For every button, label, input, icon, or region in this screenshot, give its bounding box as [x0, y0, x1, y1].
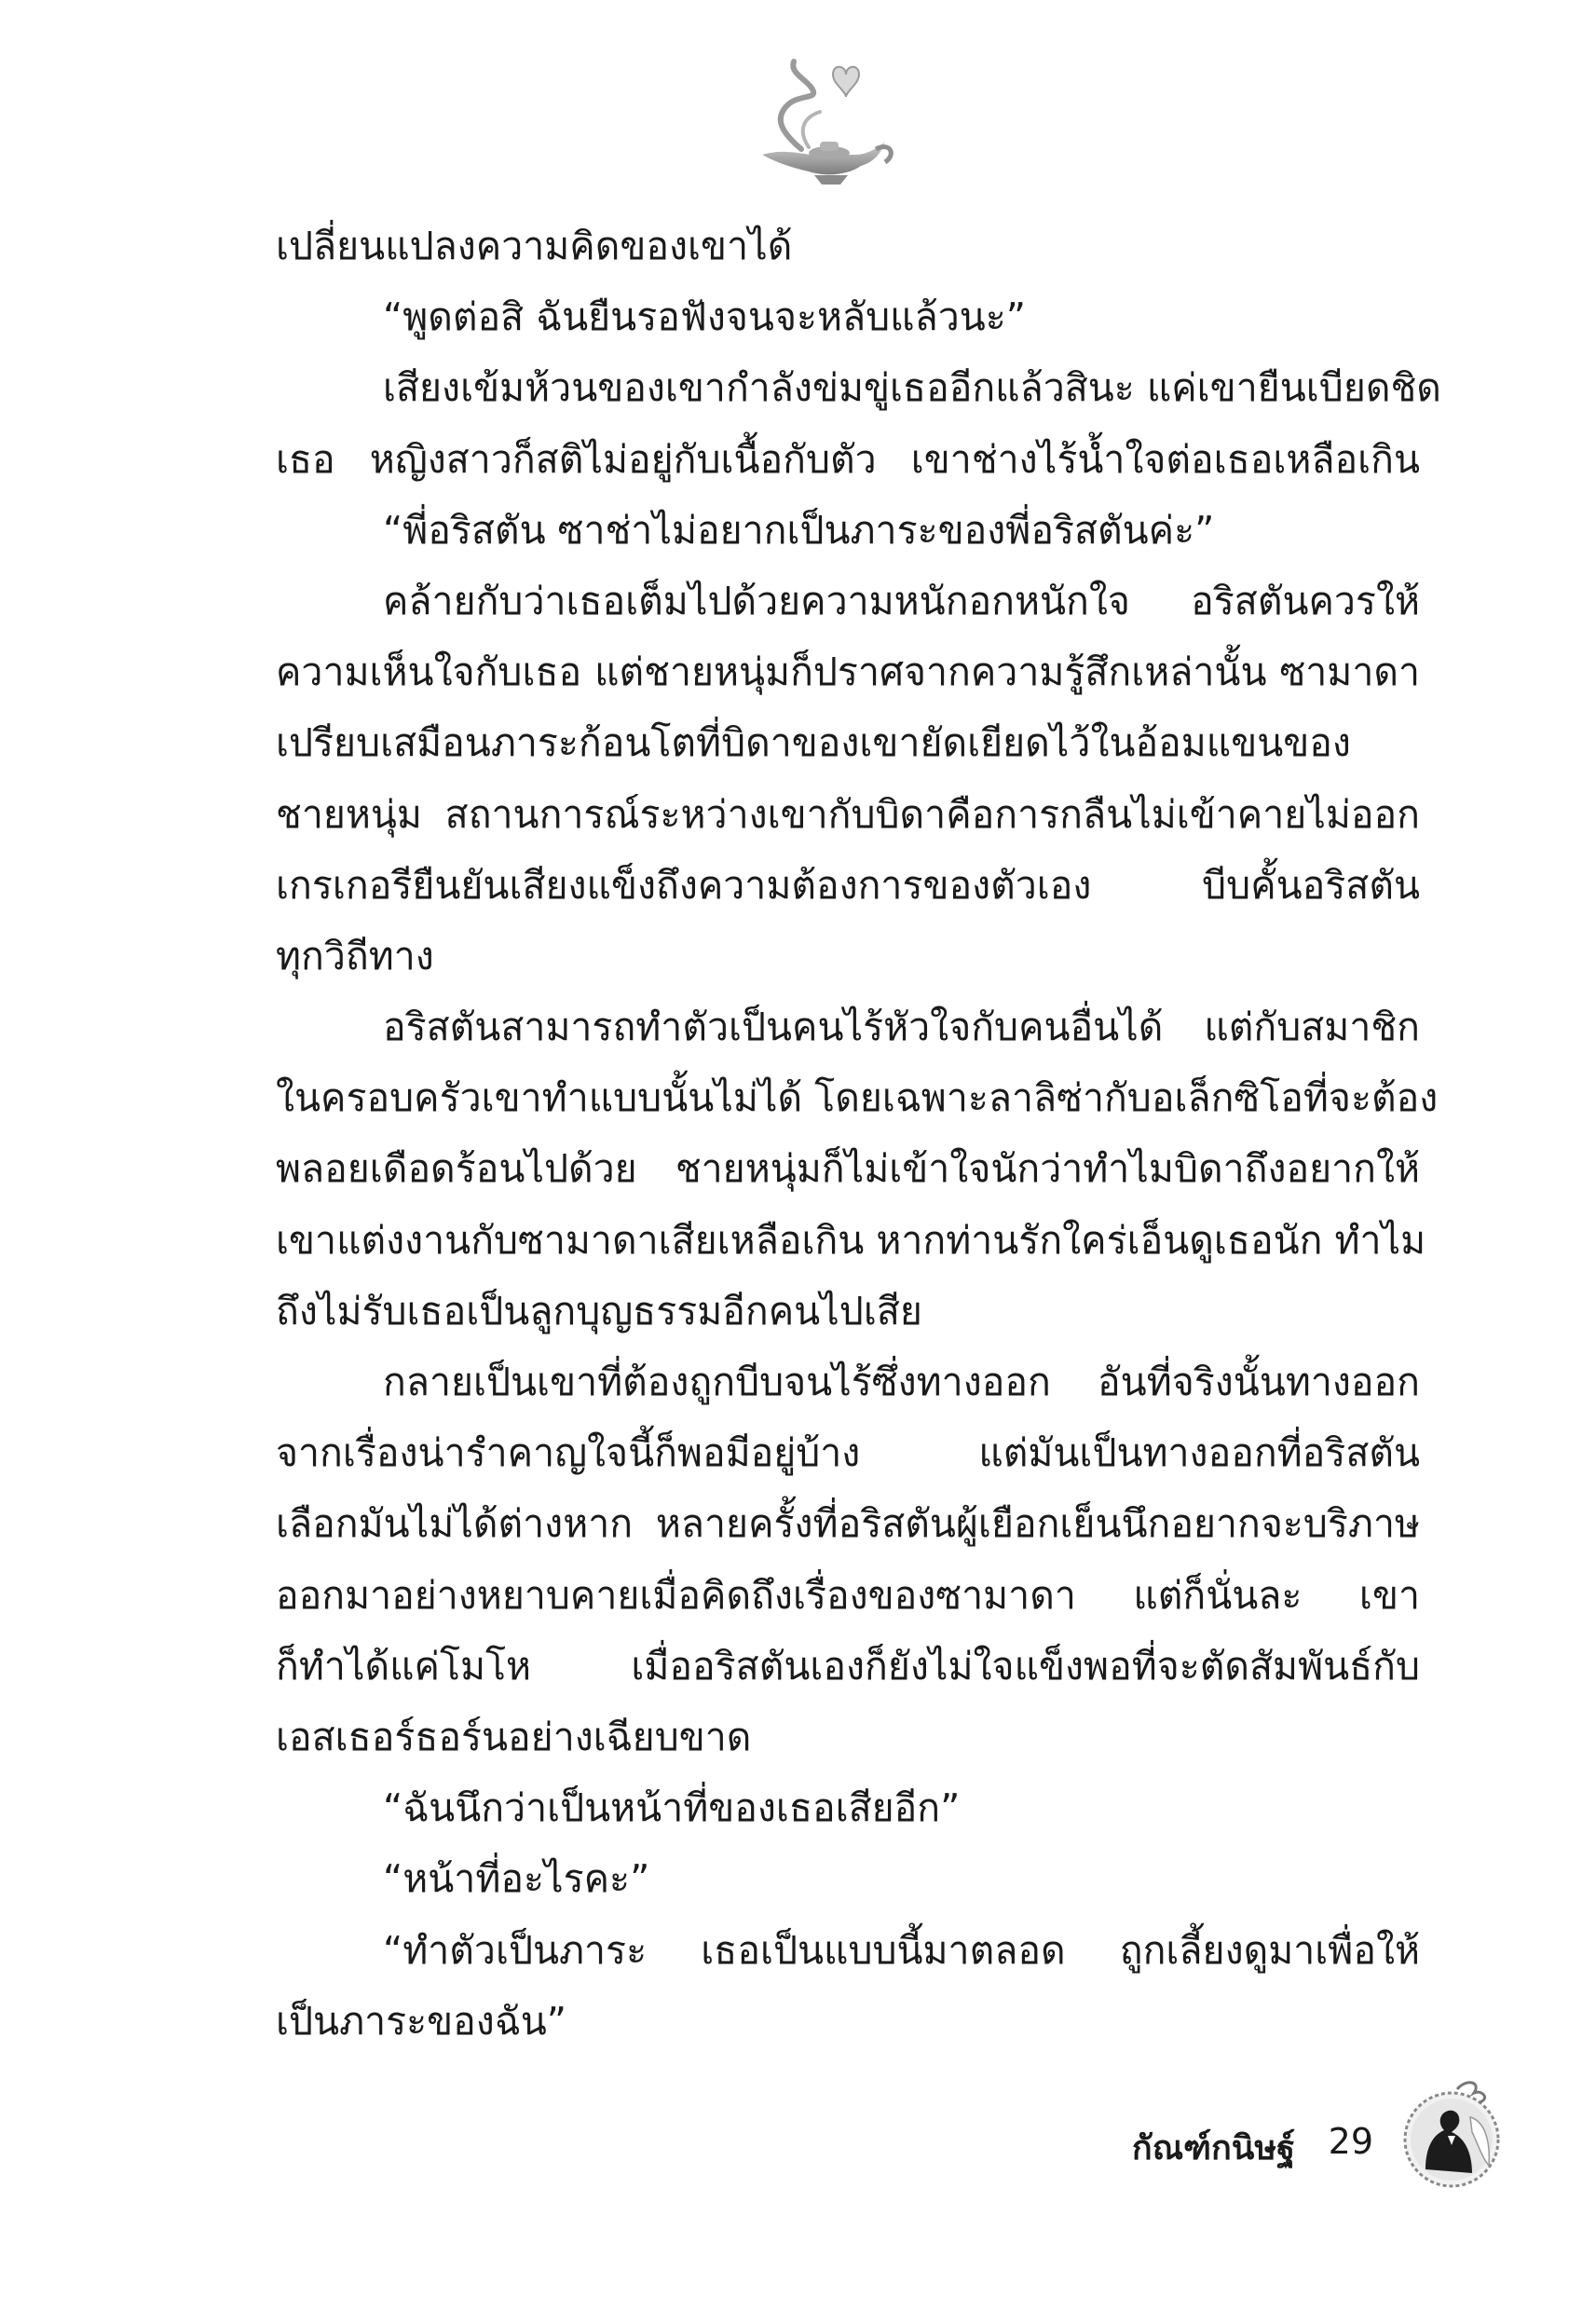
text-line: อริสตันสามารถทำตัวเป็นคนไร้หัวใจกับคนอื่นได้ แต่กับสมาชิก: [383, 1005, 1420, 1050]
text-line: กลายเป็นเขาที่ต้องถูกบีบจนไร้ซึ่งทางออก อันที่จริงนั้นทางออก: [383, 1360, 1420, 1404]
text-line: ถึงไม่รับเธอเป็นลูกบุญธรรมอีกคนไปเสีย: [276, 1288, 922, 1333]
text-line: “หน้าที่อะไรคะ”: [383, 1856, 650, 1902]
magic-lamp-ornament-icon: [736, 45, 904, 194]
text-line: ทุกวิถีทาง: [276, 933, 434, 978]
text-line: จากเรื่องน่ารำคาญใจนี้ก็พอมีอยู่บ้าง แต่มันเป็นทางออกที่อริสตัน: [276, 1430, 1420, 1476]
text-line: เกรเกอรียืนยันเสียงแข็งถึงความต้องการของตัวเอง บีบคั้นอริสตัน: [276, 862, 1420, 908]
text-line: เปลี่ยนแปลงความคิดของเขาได้: [276, 224, 793, 268]
text-line: เอสเธอร์ธอร์นอย่างเฉียบขาด: [276, 1714, 752, 1759]
text-line: “พี่อริสตัน ซาช่าไม่อยากเป็นภาระของพี่อริสตันค่ะ”: [383, 507, 1215, 553]
page-footer: [1025, 2108, 1398, 2182]
body-text: [276, 211, 1441, 2057]
text-line: คล้ายกับว่าเธอเต็มไปด้วยความหนักอกหนักใจ อริสตันควรให้: [383, 578, 1420, 623]
couple-silhouette-ornament-icon: [1398, 2076, 1509, 2197]
text-line: เปรียบเสมือนภาระก้อนโตที่บิดาของเขายัดเยียดไว้ในอ้อมแขนของ: [276, 720, 1351, 766]
text-line: ออกมาอย่างหยาบคายเมื่อคิดถึงเรื่องของซามาดา แต่ก็นั่นละ เขา: [276, 1572, 1420, 1618]
text-line: “ทำตัวเป็นภาระ เธอเป็นแบบนี้มาตลอด ถูกเลี้ยงดูมาเพื่อให้: [383, 1927, 1420, 1973]
text-line: ความเห็นใจกับเธอ แต่ชายหนุ่มก็ปราศจากความรู้สึกเหล่านั้น ซามาดา: [276, 650, 1420, 695]
text-line: เธอ หญิงสาวก็สติไม่อยู่กับเนื้อกับตัว เขาช่างไร้น้ำใจต่อเธอเหลือเกิน: [276, 436, 1420, 482]
text-line: เลือกมันไม่ได้ต่างหาก หลายครั้งที่อริสตันผู้เยือกเย็นนึกอยากจะบริภาษ: [276, 1501, 1420, 1547]
text-line: ก็ทำได้แค่โมโห เมื่ออริสตันเองก็ยังไม่ใจแข็งพอที่จะตัดสัมพันธ์กับ: [276, 1643, 1420, 1689]
text-line: ชายหนุ่ม สถานการณ์ระหว่างเขากับบิดาคือการกลืนไม่เข้าคายไม่ออก: [276, 791, 1420, 837]
text-line: “พูดต่อสิ ฉันยืนรอฟังจนจะหลับแล้วนะ”: [383, 294, 1027, 340]
text-line: เป็นภาระของฉัน”: [276, 1998, 567, 2044]
text-line: พลอยเดือดร้อนไปด้วย ชายหนุ่มก็ไม่เข้าใจนักว่าทำไมบิดาถึงอยากให้: [276, 1146, 1420, 1192]
text-line: “ฉันนึกว่าเป็นหน้าที่ของเธอเสียอีก”: [383, 1785, 961, 1831]
text-line: เสียงเข้มห้วนของเขากำลังข่มขู่เธออีกแล้วสินะ แค่เขายืนเบียดชิด: [383, 365, 1441, 411]
text-line: ในครอบครัวเขาทำแบบนั้นไม่ได้ โดยเฉพาะลาลิซ่ากับอเล็กซิโอที่จะต้อง: [276, 1075, 1439, 1121]
page-number: 29: [1328, 2121, 1373, 2162]
footer-author: กัณฑ์กนิษฐ์: [1131, 2129, 1295, 2167]
text-line: เขาแต่งงานกับซามาดาเสียเหลือเกิน หากท่านรักใคร่เอ็นดูเธอนัก ทำไม: [276, 1217, 1426, 1263]
